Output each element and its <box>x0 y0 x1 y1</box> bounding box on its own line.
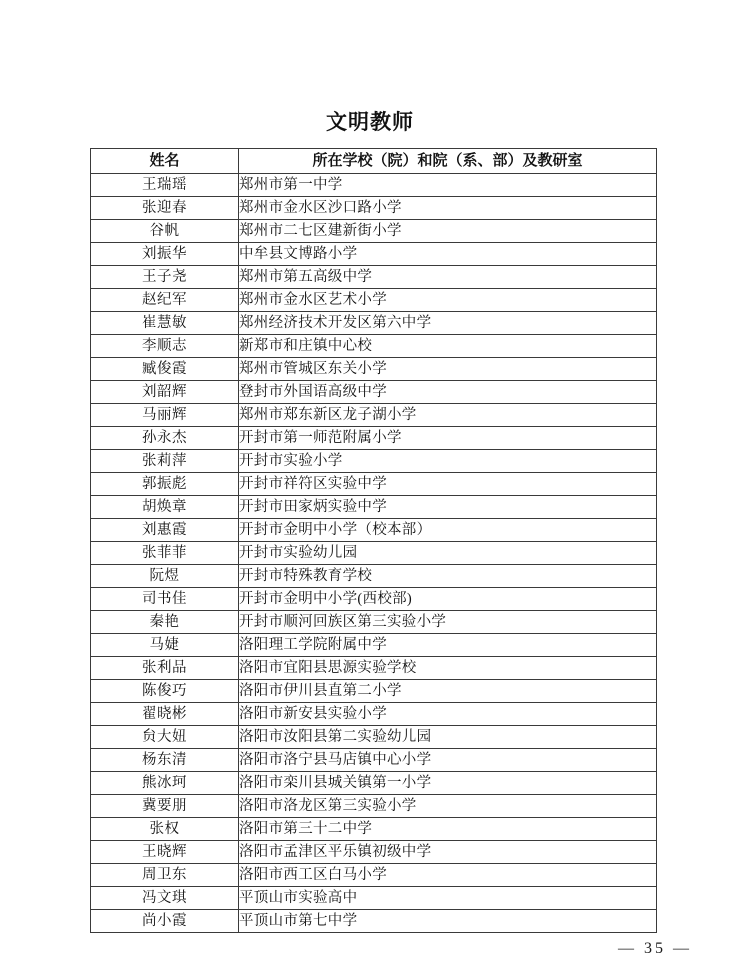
cell-teacher-name: 周卫东 <box>91 864 239 887</box>
table-row <box>91 887 657 910</box>
cell-teacher-name: 尚小霞 <box>91 910 239 933</box>
cell-school: 郑州市二七区建新街小学 <box>239 220 657 243</box>
table-header <box>91 149 657 174</box>
table-row <box>91 312 657 335</box>
roster-table-container <box>90 148 656 933</box>
cell-teacher-name: 贠大妞 <box>91 726 239 749</box>
cell-school: 中牟县文博路小学 <box>239 243 657 266</box>
cell-school: 洛阳市宜阳县思源实验学校 <box>239 657 657 680</box>
cell-school: 平顶山市实验高中 <box>239 887 657 910</box>
cell-school: 开封市特殊教育学校 <box>239 565 657 588</box>
table-row <box>91 864 657 887</box>
cell-school: 平顶山市第七中学 <box>239 910 657 933</box>
cell-teacher-name: 张利品 <box>91 657 239 680</box>
cell-teacher-name: 冀要朋 <box>91 795 239 818</box>
table-row <box>91 473 657 496</box>
table-row <box>91 266 657 289</box>
table-row <box>91 174 657 197</box>
table-row <box>91 381 657 404</box>
cell-teacher-name: 刘惠霞 <box>91 519 239 542</box>
cell-school: 开封市田家炳实验中学 <box>239 496 657 519</box>
cell-teacher-name: 王晓辉 <box>91 841 239 864</box>
cell-school: 开封市金明中小学(西校部) <box>239 588 657 611</box>
table-row <box>91 634 657 657</box>
cell-teacher-name: 谷帆 <box>91 220 239 243</box>
table-row <box>91 841 657 864</box>
cell-teacher-name: 阮煜 <box>91 565 239 588</box>
table-row <box>91 450 657 473</box>
cell-teacher-name: 杨东清 <box>91 749 239 772</box>
table-row <box>91 588 657 611</box>
table-row <box>91 358 657 381</box>
table-row <box>91 818 657 841</box>
page-title: 文明教师 <box>326 110 414 134</box>
cell-school: 洛阳市栾川县城关镇第一小学 <box>239 772 657 795</box>
cell-teacher-name: 张菲菲 <box>91 542 239 565</box>
cell-teacher-name: 张莉萍 <box>91 450 239 473</box>
table-body <box>91 174 657 933</box>
table-row <box>91 197 657 220</box>
cell-teacher-name: 张权 <box>91 818 239 841</box>
cell-school: 洛阳市汝阳县第二实验幼儿园 <box>239 726 657 749</box>
cell-teacher-name: 翟晓彬 <box>91 703 239 726</box>
cell-school: 洛阳市伊川县直第二小学 <box>239 680 657 703</box>
cell-school: 郑州市郑东新区龙子湖小学 <box>239 404 657 427</box>
cell-school: 郑州市第五高级中学 <box>239 266 657 289</box>
cell-school: 洛阳市洛龙区第三实验小学 <box>239 795 657 818</box>
table-row <box>91 611 657 634</box>
table-row <box>91 243 657 266</box>
cell-teacher-name: 李顺志 <box>91 335 239 358</box>
cell-teacher-name: 臧俊霞 <box>91 358 239 381</box>
cell-teacher-name: 马婕 <box>91 634 239 657</box>
page-number: — 35 — <box>618 940 692 957</box>
table-row <box>91 335 657 358</box>
cell-teacher-name: 刘振华 <box>91 243 239 266</box>
cell-school: 洛阳市孟津区平乐镇初级中学 <box>239 841 657 864</box>
cell-teacher-name: 陈俊巧 <box>91 680 239 703</box>
cell-school: 郑州市管城区东关小学 <box>239 358 657 381</box>
column-header-school: 所在学校（院）和院（系、部）及教研室 <box>239 149 657 174</box>
cell-teacher-name: 刘韶辉 <box>91 381 239 404</box>
cell-school: 登封市外国语高级中学 <box>239 381 657 404</box>
cell-school: 开封市实验幼儿园 <box>239 542 657 565</box>
cell-teacher-name: 秦艳 <box>91 611 239 634</box>
table-row <box>91 910 657 933</box>
cell-school: 开封市金明中小学（校本部） <box>239 519 657 542</box>
cell-school: 洛阳理工学院附属中学 <box>239 634 657 657</box>
table-row <box>91 749 657 772</box>
cell-teacher-name: 马丽辉 <box>91 404 239 427</box>
table-row <box>91 220 657 243</box>
cell-school: 郑州市第一中学 <box>239 174 657 197</box>
cell-teacher-name: 冯文琪 <box>91 887 239 910</box>
cell-teacher-name: 孙永杰 <box>91 427 239 450</box>
cell-school: 开封市实验小学 <box>239 450 657 473</box>
table-row <box>91 542 657 565</box>
table-row <box>91 795 657 818</box>
cell-teacher-name: 王子尧 <box>91 266 239 289</box>
cell-teacher-name: 郭振彪 <box>91 473 239 496</box>
table-row <box>91 404 657 427</box>
cell-teacher-name: 司书佳 <box>91 588 239 611</box>
cell-school: 新郑市和庄镇中心校 <box>239 335 657 358</box>
cell-school: 郑州市金水区艺术小学 <box>239 289 657 312</box>
cell-school: 郑州市金水区沙口路小学 <box>239 197 657 220</box>
table-row <box>91 519 657 542</box>
table-row <box>91 427 657 450</box>
table-row <box>91 772 657 795</box>
cell-teacher-name: 胡焕章 <box>91 496 239 519</box>
cell-teacher-name: 崔慧敏 <box>91 312 239 335</box>
cell-teacher-name: 王瑞瑶 <box>91 174 239 197</box>
cell-school: 开封市祥符区实验中学 <box>239 473 657 496</box>
table-row <box>91 565 657 588</box>
column-header-name: 姓名 <box>91 149 239 174</box>
table-row <box>91 703 657 726</box>
cell-teacher-name: 赵纪军 <box>91 289 239 312</box>
roster-table <box>90 148 657 933</box>
table-row <box>91 289 657 312</box>
table-row <box>91 726 657 749</box>
table-row <box>91 680 657 703</box>
cell-school: 开封市顺河回族区第三实验小学 <box>239 611 657 634</box>
cell-school: 郑州经济技术开发区第六中学 <box>239 312 657 335</box>
table-row <box>91 657 657 680</box>
cell-school: 洛阳市西工区白马小学 <box>239 864 657 887</box>
table-row <box>91 496 657 519</box>
cell-school: 开封市第一师范附属小学 <box>239 427 657 450</box>
cell-school: 洛阳市洛宁县马店镇中心小学 <box>239 749 657 772</box>
table-header-row <box>91 149 657 174</box>
cell-teacher-name: 张迎春 <box>91 197 239 220</box>
cell-school: 洛阳市第三十二中学 <box>239 818 657 841</box>
cell-school: 洛阳市新安县实验小学 <box>239 703 657 726</box>
cell-teacher-name: 熊冰珂 <box>91 772 239 795</box>
